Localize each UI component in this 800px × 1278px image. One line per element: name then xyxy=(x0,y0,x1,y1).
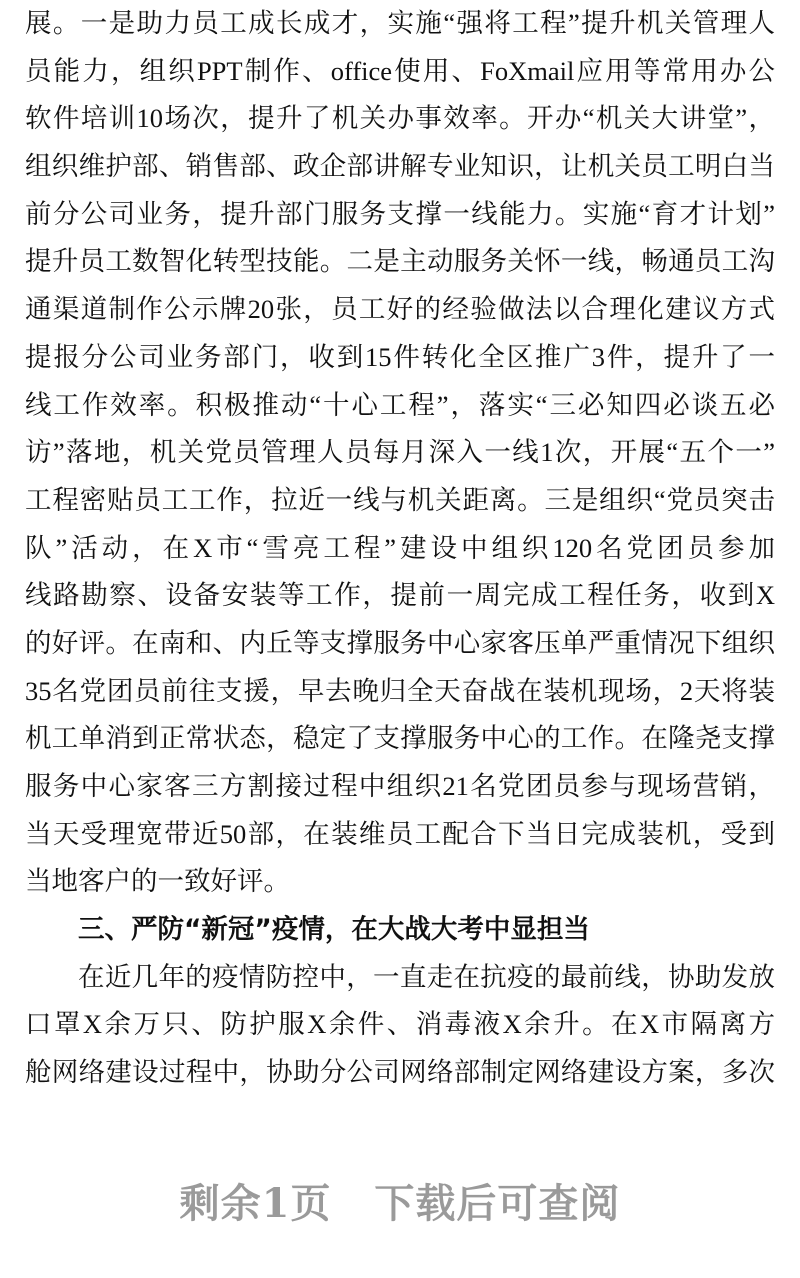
text-line: 提报分公司业务部门，收到15件转化全区推广3件，提升了一 xyxy=(25,341,775,372)
text-line: 组织维护部、销售部、政企部讲解专业知识，让机关员工明白当 xyxy=(25,151,775,182)
text-line: 员能力，组织PPT制作、office使用、FoXmail应用等常用办公 xyxy=(25,55,775,86)
text-line: 线工作效率。积极推动“十心工程”，落实“三必知四必谈五必 xyxy=(25,389,775,420)
remaining-pages-label: 剩余1页 xyxy=(179,1180,332,1227)
text-line: 队”活动，在X市“雪亮工程”建设中组织120名党团员参加 xyxy=(25,532,775,563)
text-line: 35名党团员前往支援，早去晚归全天奋战在装机现场，2天将装 xyxy=(25,675,775,706)
text-line: 机工单消到正常状态，稳定了支撑服务中心的工作。在隆尧支撑 xyxy=(25,723,775,754)
text-line: 前分公司业务，提升部门服务支撑一线能力。实施“育才计划” xyxy=(25,198,775,229)
text-line: 提升员工数智化转型技能。二是主动服务关怀一线，畅通员工沟 xyxy=(25,246,775,277)
text-line: 当地客户的一致好评。 xyxy=(25,866,290,897)
text-line: 舱网络建设过程中，协助分公司网络部制定网络建设方案，多次 xyxy=(25,1057,775,1088)
text-line: 访”落地，机关党员管理人员每月深入一线1次，开展“五个一” xyxy=(25,437,775,468)
download-prompt[interactable] xyxy=(0,1172,800,1229)
text-line: 服务中心家客三方割接过程中组织21名党团员参与现场营销， xyxy=(25,771,775,801)
text-line: 展。一是助力员工成长成才，实施“强将工程”提升机关管理人 xyxy=(25,8,775,38)
paragraph-2 xyxy=(25,954,775,1097)
text-line: 在近几年的疫情防控中，一直走在抗疫的最前线，协助发放 xyxy=(78,961,775,992)
section-heading: 三、严防“新冠”疫情，在大战大考中显担当 xyxy=(78,914,590,946)
text-line: 当天受理宽带近50部，在装维员工配合下当日完成装机，受到 xyxy=(25,818,775,849)
text-line: 软件培训10场次，提升了机关办事效率。开办“机关大讲堂”， xyxy=(25,103,775,134)
text-line: 的好评。在南和、内丘等支撑服务中心家客压单严重情况下组织 xyxy=(25,627,775,658)
download-hint-label: 下载后可查阅 xyxy=(374,1180,621,1227)
text-line: 通渠道制作公示牌20张，员工好的经验做法以合理化建议方式 xyxy=(25,294,775,325)
text-line: 线路勘察、设备安装等工作，提前一周完成工程任务，收到X xyxy=(25,580,775,611)
paragraph-1 xyxy=(25,0,775,906)
text-line: 工程密贴员工工作，拉近一线与机关距离。三是组织“党员突击 xyxy=(25,484,775,515)
text-line: 口罩X余万只、防护服X余件、消毒液X余升。在X市隔离方 xyxy=(25,1009,775,1040)
document-page xyxy=(25,0,775,1097)
